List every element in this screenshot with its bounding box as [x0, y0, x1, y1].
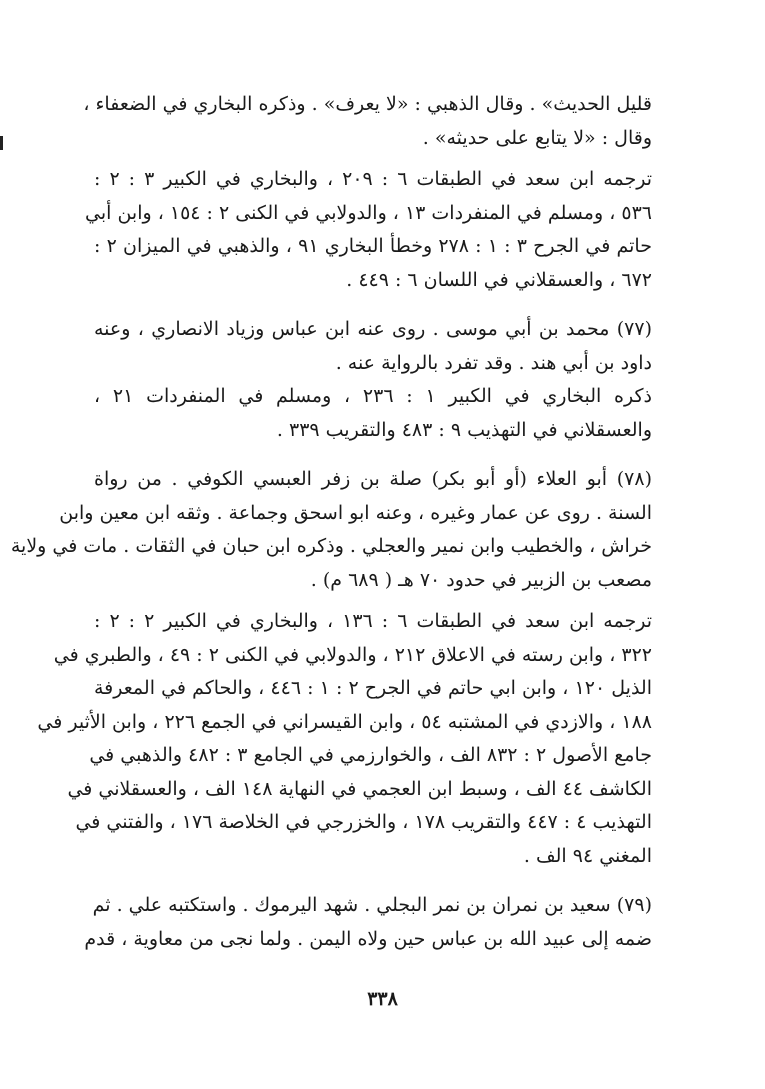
text-line: الذيل ١٢٠ ، وابن ابي حاتم في الجرح ٢ : ١ : ٤٤٦ ، والحاكم في المعرفة — [94, 677, 652, 699]
paragraph — [85, 163, 652, 297]
text-line: خراش ، والخطيب وابن نمير والعجلي . وذكره ابن حبان في الثقات . مات في ولاية — [10, 535, 652, 557]
text-line: ٦٧٢ ، والعسقلاني في اللسان ٦ : ٤٤٩ . — [346, 268, 652, 291]
paragraph — [10, 463, 652, 597]
text-line: داود بن أبي هند . وقد تفرد بالرواية عنه . — [335, 351, 652, 374]
text-line: الكاشف ٤٤ الف ، وسبط ابن العجمي في النهاية ١٤٨ الف ، والعسقلاني في — [67, 777, 652, 800]
text-line: (٧٨) أبو العلاء (أو أبو بكر) صلة بن زفر العبسي الكوفي . من رواة — [94, 468, 652, 490]
text-line: التهذيب ٤ : ٤٤٧ والتقريب ١٧٨ ، والخزرجي في الخلاصة ١٧٦ ، والفتني في — [75, 811, 652, 833]
text-line: ضمه إلى عبيد الله بن عباس حين ولاه اليمن . ولما نجى من معاوية ، قدم — [84, 927, 652, 950]
text-line: ذكره البخاري في الكبير ١ : ٢٣٦ ، ومسلم في المنفردات ٢١ ، — [94, 385, 653, 407]
text-line: السنة . روى عن عمار وغيره ، وعنه ابو اسحق وجماعة . وثقه ابن معين وابن — [59, 501, 652, 524]
paragraph — [37, 605, 652, 873]
text-line: مصعب بن الزبير في حدود ٧٠ هـ ( ٦٨٩ م) . — [310, 568, 652, 591]
margin-mark — [0, 136, 3, 150]
text-line: ترجمه ابن سعد في الطبقات ٦ : ١٣٦ ، والبخاري في الكبير ٢ : ٢ : — [94, 610, 652, 632]
text-line: ٣٢٢ ، وابن رسته في الاعلاق ٢١٢ ، والدولابي في الكنى ٢ : ٤٩ ، والطبري في — [53, 643, 652, 666]
text-line: المغني ٩٤ الف . — [523, 844, 652, 867]
text-line: والعسقلاني في التهذيب ٩ : ٤٨٣ والتقريب ٣٣٩ . — [276, 418, 652, 441]
text-line: وقال : «لا يتابع على حديثه» . — [422, 126, 652, 149]
text-line: قليل الحديث» . وقال الذهبي : «لا يعرف» . وذكره البخاري في الضعفاء ، — [83, 93, 652, 115]
text-line: ترجمه ابن سعد في الطبقات ٦ : ٢٠٩ ، والبخاري في الكبير ٣ : ٢ : — [94, 168, 652, 190]
paragraph — [94, 313, 652, 380]
text-line: (٧٩) سعيد بن نمران بن نمر البجلي . شهد اليرموك . واستكتبه علي . ثم — [92, 894, 652, 916]
paragraph — [83, 88, 652, 155]
text-line: حاتم في الجرح ٣ : ١ : ٢٧٨ وخطأ البخاري ٩١ ، والذهبي في الميزان ٢ : — [94, 235, 652, 257]
page-number: ٣٣٨ — [367, 988, 398, 1010]
text-line: ٥٣٦ ، ومسلم في المنفردات ١٣ ، والدولابي في الكنى ٢ : ١٥٤ ، وابن أبي — [85, 201, 652, 224]
text-line: (٧٧) محمد بن أبي موسى . روى عنه ابن عباس وزياد الانصاري ، وعنه — [94, 318, 652, 340]
text-line: ١٨٨ ، والازدي في المشتبه ٥٤ ، وابن القيسراني في الجمع ٢٢٦ ، وابن الأثير في — [37, 710, 652, 733]
paragraph — [84, 889, 652, 956]
text-line: جامع الأصول ٢ : ٨٣٢ الف ، والخوارزمي في الجامع ٣ : ٤٨٢ والذهبي في — [89, 744, 652, 766]
paragraph — [94, 380, 652, 447]
text-column — [10, 88, 653, 956]
